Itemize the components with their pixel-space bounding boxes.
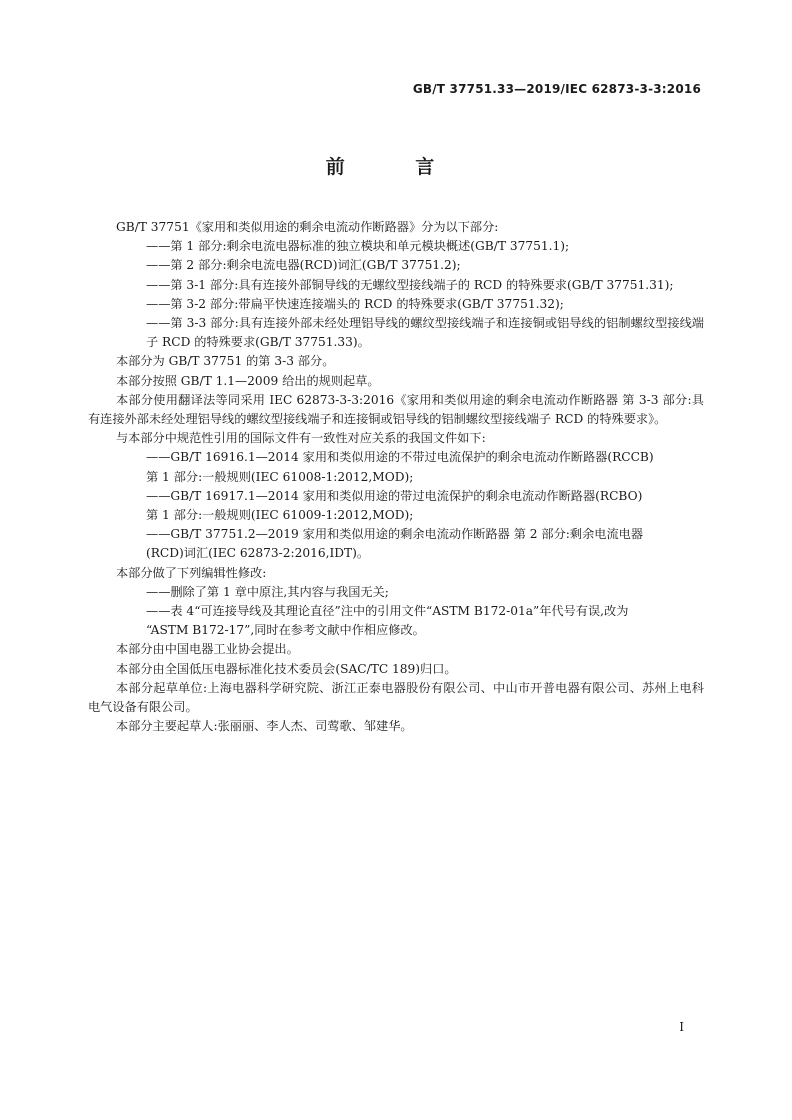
ref-item	[88, 448, 704, 467]
part-paragraph: 本部分为 GB/T 37751 的第 3-3 部分。	[116, 354, 335, 369]
drafting-units-paragraph: 本部分起草单位:上海电器科学研究院、浙江正泰电器股份有限公司、中山市开普电器有限公司、苏州上电科电气设备有限公司。	[88, 680, 704, 715]
page-number: I	[679, 1020, 684, 1034]
ref-line2: 第 1 部分:一般规则(IEC 61009-1:2012,MOD);	[146, 508, 414, 523]
intro-paragraph: GB/T 37751《家用和类似用途的剩余电流动作断路器》分为以下部分:	[116, 220, 499, 234]
edit-item	[88, 583, 704, 602]
ref-line2: (RCD)词汇(IEC 62873-2:2016,IDT)。	[146, 546, 370, 561]
edits-intro-paragraph: 本部分做了下列编辑性修改:	[116, 565, 267, 580]
foreword-body	[88, 218, 704, 736]
list-item-text: ——第 3-2 部分:带扁平快速连接端头的 RCD 的特殊要求(GB/T 37751.32);	[146, 296, 564, 311]
drafters-paragraph: 本部分主要起草人:张丽丽、李人杰、司莺歌、邹建华。	[116, 719, 413, 734]
edit-line2: “ASTM B172-17”,同时在参考文献中作相应修改。	[146, 623, 425, 638]
list-item-text: ——第 1 部分:剩余电流电器标准的独立模块和单元模块概述(GB/T 37751.1);	[146, 239, 570, 254]
list-item	[88, 295, 704, 314]
ref-line2: 第 1 部分:一般规则(IEC 61008-1:2012,MOD);	[146, 469, 414, 484]
translation-paragraph: 本部分使用翻译法等同采用 IEC 62873-3-3:2016《家用和类似用途的剩余电流动作断路器 第 3-3 部分:具有连接外部未经处理铝导线的螺纹型接线端子和连接铜或铝导线的铝制螺纹型接线端子 RCD 的特殊要求》。	[88, 392, 704, 427]
list-item-text: ——第 3-1 部分:具有连接外部铜导线的无螺纹型接线端子的 RCD 的特殊要求(GB/T 37751.31);	[146, 277, 674, 292]
list-item-text: ——第 2 部分:剩余电流电器(RCD)词汇(GB/T 37751.2);	[146, 258, 461, 273]
edit-line1: ——表 4“可连接导线及其理论直径”注中的引用文件“ASTM B172-01a”年代号有误,改为	[146, 604, 629, 619]
edit-item	[88, 602, 704, 621]
proposed-paragraph: 本部分由中国电器工业协会提出。	[116, 642, 299, 657]
ref-line1: ——GB/T 16916.1—2014 家用和类似用途的不带过电流保护的剩余电流动作断路器(RCCB)	[146, 450, 654, 465]
list-item	[88, 276, 704, 295]
ref-item	[88, 487, 704, 506]
page-title: 前 言	[325, 156, 467, 178]
list-item	[88, 314, 704, 352]
ref-item	[88, 525, 704, 544]
refs-intro-paragraph: 与本部分中规范性引用的国际文件有一致性对应关系的我国文件如下:	[116, 431, 486, 446]
edit-line1: ——删除了第 1 章中原注,其内容与我国无关;	[146, 584, 389, 599]
list-item-text: ——第 3-3 部分:具有连接外部未经处理铝导线的螺纹型接线端子和连接铜或铝导线的铝制螺纹型接线端子 RCD 的特殊要求(GB/T 37751.33)。	[146, 316, 704, 350]
list-item	[88, 237, 704, 256]
list-item	[88, 256, 704, 275]
standard-code-header: GB/T 37751.33—2019/IEC 62873-3-3:2016	[412, 82, 701, 96]
ref-line1: ——GB/T 16917.1—2014 家用和类似用途的带过电流保护的剩余电流动作断路器(RCBO)	[146, 488, 643, 503]
centralized-paragraph: 本部分由全国低压电器标准化技术委员会(SAC/TC 189)归口。	[116, 661, 457, 676]
rules-paragraph: 本部分按照 GB/T 1.1—2009 给出的规则起草。	[116, 373, 380, 388]
ref-line1: ——GB/T 37751.2—2019 家用和类似用途的剩余电流动作断路器 第 2 部分:剩余电流电器	[146, 527, 644, 542]
